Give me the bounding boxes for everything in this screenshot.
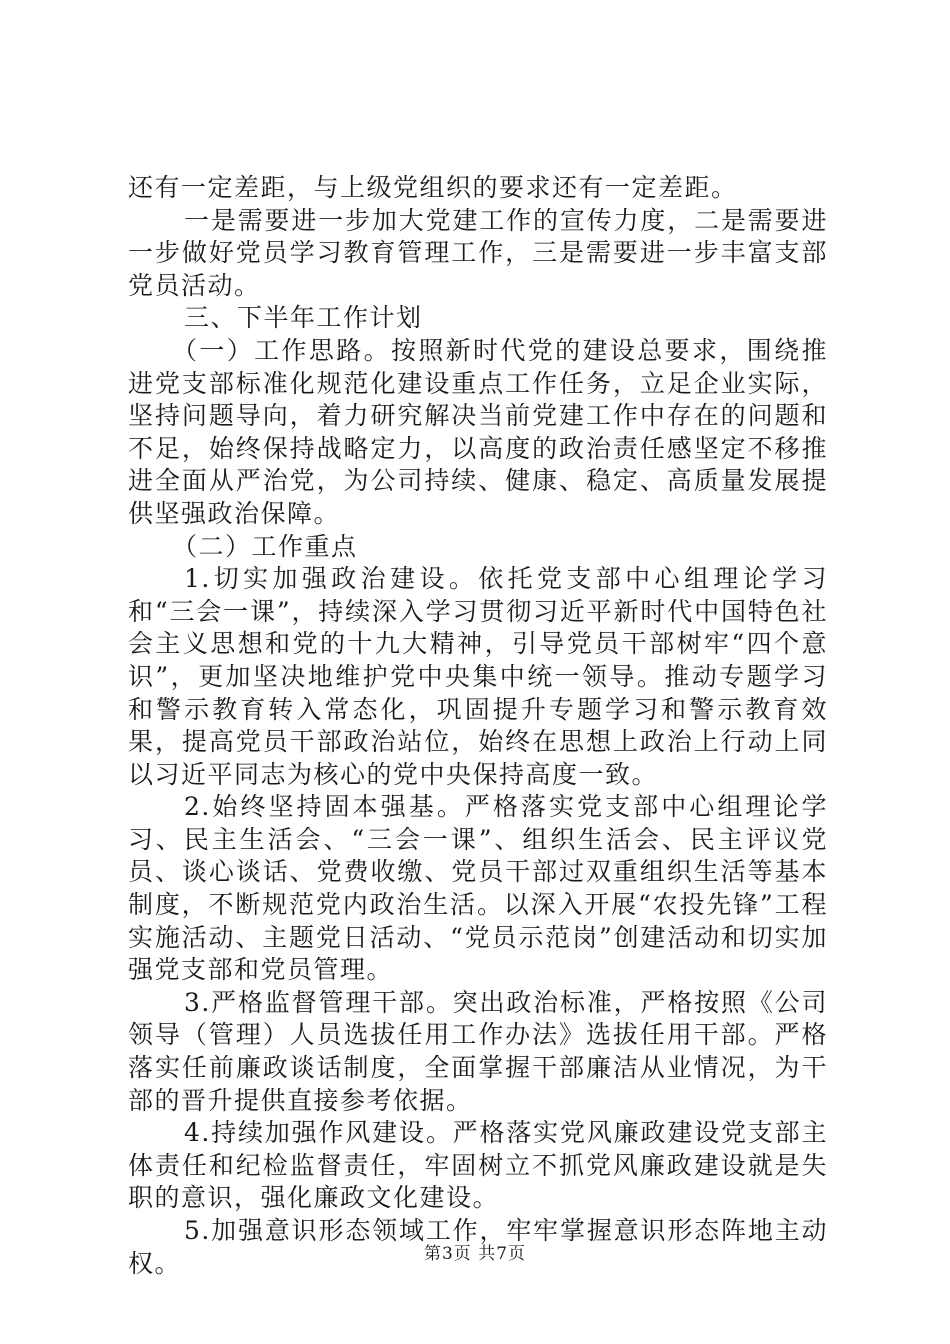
paragraph-improvement-needs: 一是需要进一步加大党建工作的宣传力度，二是需要进一步做好党员学习教育管理工作，三是需要进一步丰富支部党员活动。: [128, 205, 828, 300]
paragraph-item-1: 1.切实加强政治建设。依托党支部中心组理论学习和“三会一课”，持续深入学习贯彻习近平新时代中国特色社会主义思想和党的十九大精神，引导党员干部树牢“四个意识”，更加坚决地维护党中央集中统一领导。推动专题学习和警示教育转入常态化，巩固提升专题学习和警示教育效果，提高党员干部政治站位，始终在思想上政治上行动上同以习近平同志为核心的党中央保持高度一致。: [128, 564, 828, 789]
paragraph-continuation: 还有一定差距，与上级党组织的要求还有一定差距。: [128, 173, 738, 202]
page-number-footer: 第3页 共7页: [423, 1244, 527, 1264]
document-body: [128, 172, 828, 1280]
paragraph-item-5: 5.加强意识形态领域工作，牢牢掌握意识形态阵地主动权。: [128, 1216, 828, 1278]
paragraph-work-approach: （一）工作思路。按照新时代党的建设总要求，围绕推进党支部标准化规范化建设重点工作任务，立足企业实际，坚持问题导向，着力研究解决当前党建工作中存在的问题和不足，始终保持战略定力，以高度的政治责任感坚定不移推进全面从严治党，为公司持续、健康、稳定、高质量发展提供坚强政治保障。: [128, 335, 828, 528]
paragraph-item-3: 3.严格监督管理干部。突出政治标准，严格按照《公司领导（管理）人员选拔任用工作办法》选拔任用干部。严格落实任前廉政谈话制度，全面掌握干部廉洁从业情况，为干部的晋升提供直接参考依据。: [128, 987, 828, 1115]
paragraph-item-4: 4.持续加强作风建设。严格落实党风廉政建设党支部主体责任和纪检监督责任，牢固树立不抓党风廉政建设就是失职的意识，强化廉政文化建设。: [128, 1118, 828, 1213]
section-heading-plan: 三、下半年工作计划: [184, 303, 423, 333]
subheading-work-focus: （二）工作重点: [172, 531, 358, 561]
paragraph-item-2: 2.始终坚持固本强基。严格落实党支部中心组理论学习、民主生活会、“三会一课”、组织生活会、民主评议党员、谈心谈话、党费收缴、党员干部过双重组织生活等基本制度，不断规范党内政治生活。以深入开展“农投先锋”工程实施活动、主题党日活动、“党员示范岗”创建活动和切实加强党支部和党员管理。: [128, 792, 828, 985]
